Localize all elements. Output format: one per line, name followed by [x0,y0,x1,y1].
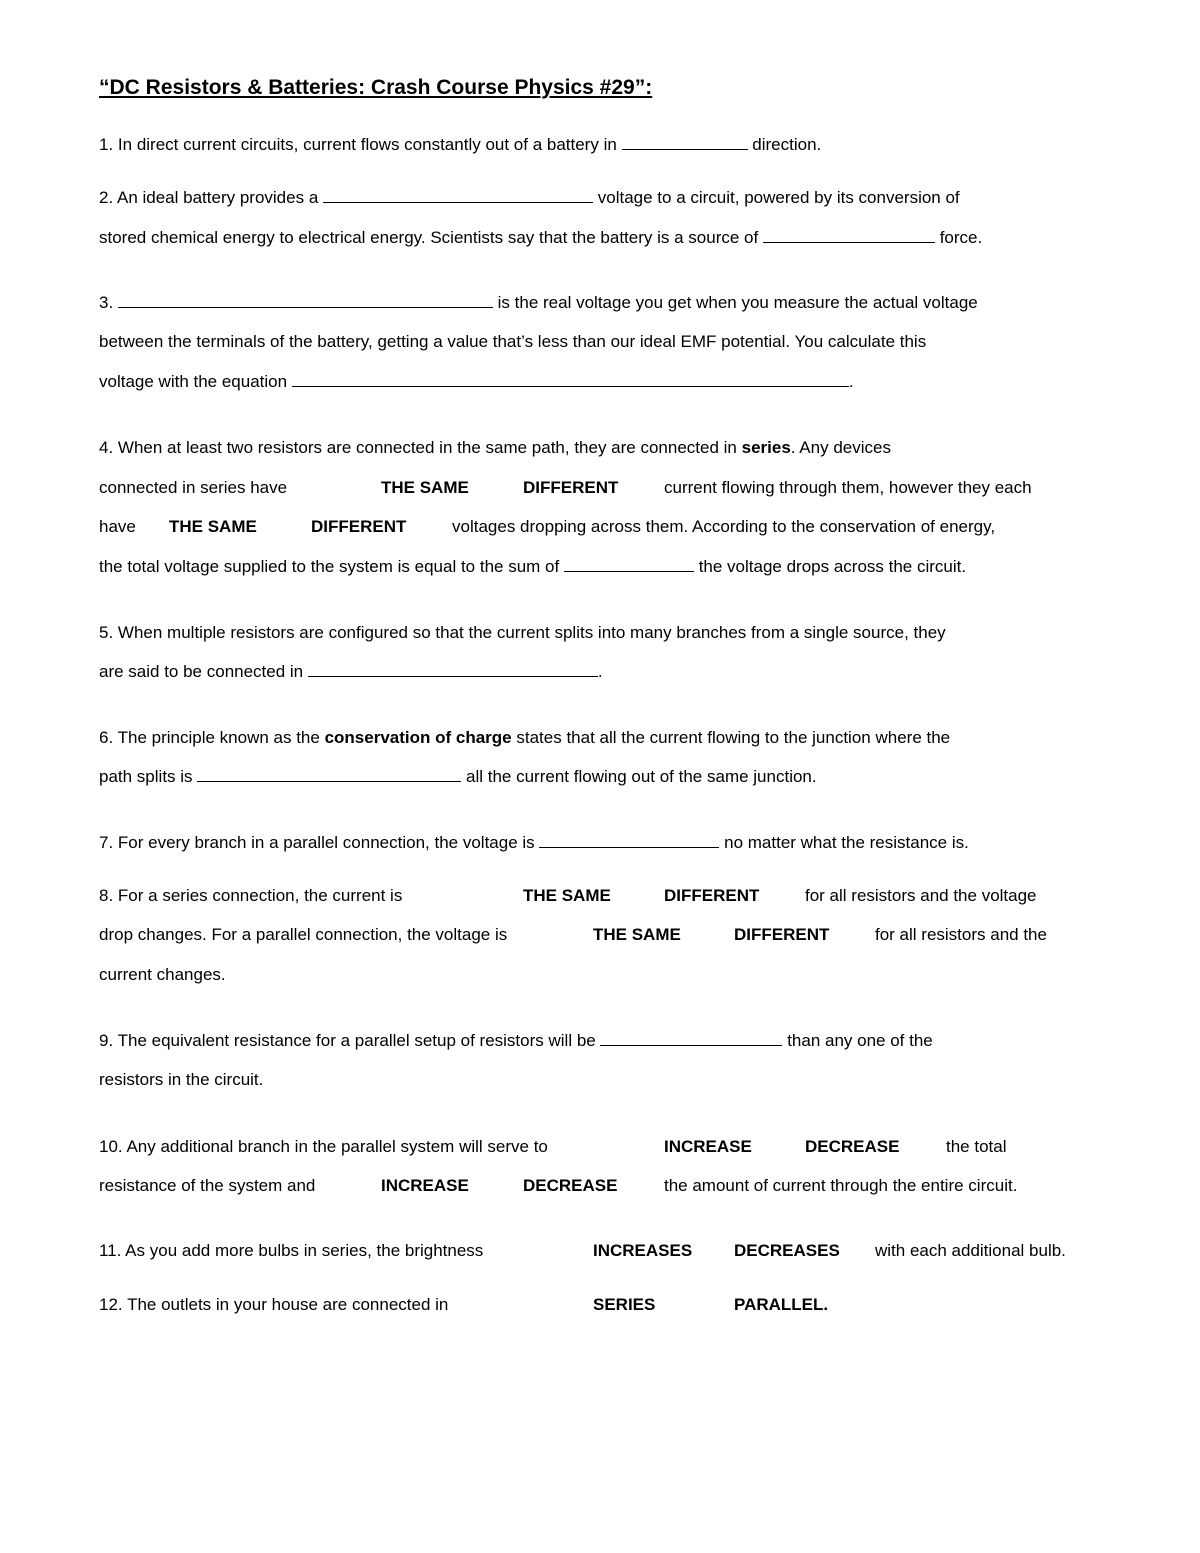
question-8-line-2-text: drop changes. For a parallel connection, the voltage is [99,925,508,944]
blank-3b[interactable] [292,370,849,387]
option-brightness-decreases[interactable]: DECREASES [734,1241,840,1260]
blank-9[interactable] [600,1029,782,1046]
option-same-voltage[interactable]: THE SAME [169,517,257,536]
option-brightness-increases[interactable]: INCREASES [593,1241,693,1260]
question-7: 7. For every branch in a parallel connection, the voltage is no matter what the resistance is. [99,833,969,852]
blank-5[interactable] [308,660,598,677]
option-resistance-decrease[interactable]: DECREASE [805,1137,900,1156]
question-10-line-1-tail: the total [946,1137,1007,1156]
option-outlets-parallel[interactable]: PARALLEL. [734,1295,829,1314]
question-11: 11. As you add more bulbs in series, the brightness [99,1241,484,1260]
option-resistance-increase[interactable]: INCREASE [664,1137,752,1156]
question-5-line-2: are said to be connected in . [99,662,603,681]
question-6: 6. The principle known as the conservation of charge states that all the current flowing to the junction where the [99,728,951,747]
question-3-line-3: voltage with the equation . [99,372,854,391]
question-2-line-2: stored chemical energy to electrical energy. Scientists say that the battery is a source of force. [99,228,983,247]
question-3: 3. is the real voltage you get when you measure the actual voltage [99,293,978,312]
question-4-line-2-tail: current flowing through them, however they each [664,478,1032,497]
option-different-current[interactable]: DIFFERENT [523,478,619,497]
question-8: 8. For a series connection, the current is [99,886,403,905]
blank-1[interactable] [622,133,748,150]
option-parallel-different[interactable]: DIFFERENT [734,925,830,944]
question-10-line-2-text: resistance of the system and [99,1176,316,1195]
page-title: “DC Resistors & Batteries: Crash Course Physics #29”: [99,76,653,99]
question-5: 5. When multiple resistors are configured so that the current splits into many branches from a single source, they [99,623,946,642]
question-8-line-1-tail: for all resistors and the voltage [805,886,1037,905]
blank-3a[interactable] [118,291,493,308]
blank-7[interactable] [539,831,719,848]
blank-4[interactable] [564,555,694,572]
question-4-line-2-text: connected in series have [99,478,288,497]
question-12: 12. The outlets in your house are connected in [99,1295,449,1314]
question-4-line-4: the total voltage supplied to the system is equal to the sum of the voltage drops across the circuit. [99,557,967,576]
question-6-line-2: path splits is all the current flowing out of the same junction. [99,767,817,786]
question-9: 9. The equivalent resistance for a parallel setup of resistors will be than any one of the [99,1031,933,1050]
question-8-line-3: current changes. [99,965,226,984]
question-2: 2. An ideal battery provides a voltage to a circuit, powered by its conversion of [99,188,960,207]
blank-6[interactable] [197,765,461,782]
option-series-different[interactable]: DIFFERENT [664,886,760,905]
question-9-line-2: resistors in the circuit. [99,1070,264,1089]
question-4-line-3-tail: voltages dropping across them. According to the conservation of energy, [452,517,996,536]
option-different-voltage[interactable]: DIFFERENT [311,517,407,536]
question-8-line-2-tail: for all resistors and the [875,925,1047,944]
question-11-tail: with each additional bulb. [875,1241,1066,1260]
question-4: 4. When at least two resistors are connected in the same path, they are connected in series. Any devices [99,438,891,457]
option-current-decrease[interactable]: DECREASE [523,1176,618,1195]
option-series-same[interactable]: THE SAME [523,886,611,905]
question-1: 1. In direct current circuits, current flows constantly out of a battery in direction. [99,135,822,154]
question-10: 10. Any additional branch in the parallel system will serve to [99,1137,548,1156]
blank-2b[interactable] [763,226,935,243]
option-same-current[interactable]: THE SAME [381,478,469,497]
option-outlets-series[interactable]: SERIES [593,1295,656,1314]
question-3-line-2: between the terminals of the battery, getting a value that’s less than our ideal EMF potential. You calculate this [99,332,927,351]
question-10-line-2-tail: the amount of current through the entire circuit. [664,1176,1018,1195]
blank-2a[interactable] [323,186,593,203]
question-4-line-3-text: have [99,517,136,536]
option-parallel-same[interactable]: THE SAME [593,925,681,944]
option-current-increase[interactable]: INCREASE [381,1176,469,1195]
